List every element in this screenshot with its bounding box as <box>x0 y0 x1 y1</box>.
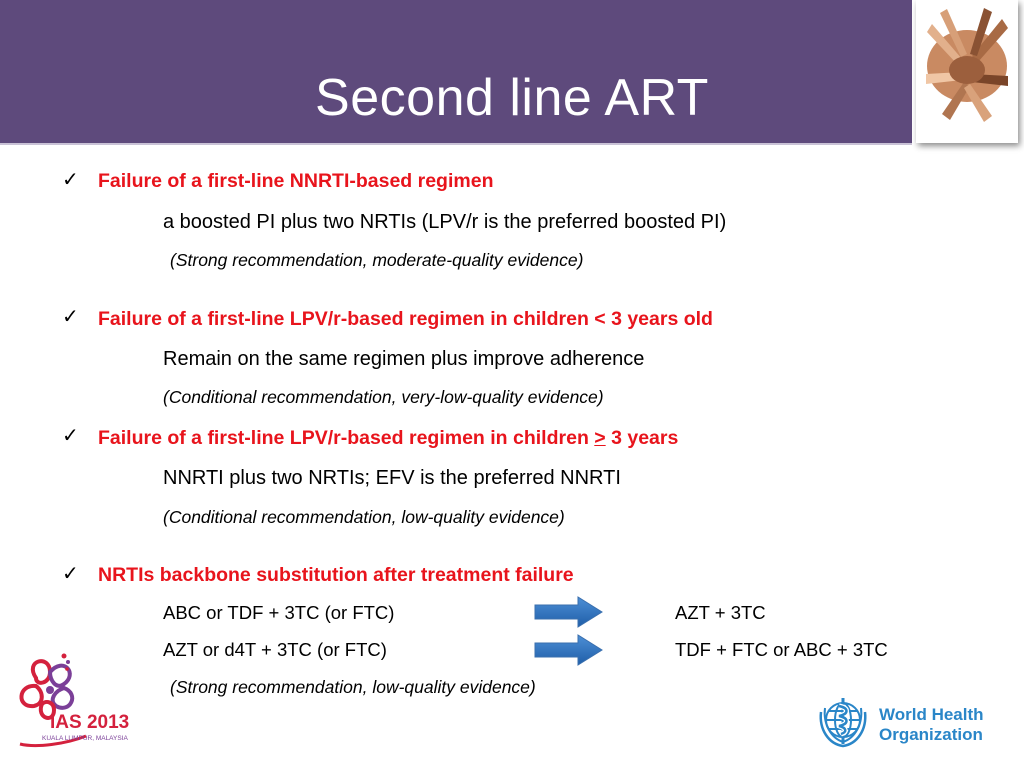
evidence-note: (Strong recommendation, moderate-quality evidence) <box>170 250 584 270</box>
evidence-note: (Strong recommendation, low-quality evidence) <box>170 677 536 697</box>
checkmark-icon: ✓ <box>62 306 79 328</box>
banner-divider <box>0 143 912 145</box>
slide-title: Second line ART <box>315 69 709 127</box>
section-heading: Failure of a first-line NNRTI-based regimen <box>98 170 494 192</box>
who-logo-line2: Organization <box>879 725 983 744</box>
section-heading: Failure of a first-line LPV/r-based regimen in children < 3 years old <box>98 308 713 330</box>
section-heading: Failure of a first-line LPV/r-based regimen in children > 3 years <box>98 427 679 449</box>
checkmark-icon: ✓ <box>62 169 79 191</box>
who-logo-line1: World Health <box>879 705 984 724</box>
checkmark-icon: ✓ <box>62 563 79 585</box>
substitution-from: AZT or d4T + 3TC (or FTC) <box>163 639 387 660</box>
substitution-from: ABC or TDF + 3TC (or FTC) <box>163 602 395 623</box>
recommendation-text: Remain on the same regimen plus improve adherence <box>163 348 645 370</box>
ias-logo-text: IAS 2013 <box>50 712 130 733</box>
substitution-to: TDF + FTC or ABC + 3TC <box>675 639 888 660</box>
section-heading: NRTIs backbone substitution after treatment failure <box>98 564 574 586</box>
right-arrow-icon <box>534 634 604 666</box>
recommendation-text: NNRTI plus two NRTIs; EFV is the preferred NNRTI <box>163 467 621 489</box>
hands-illustration-icon <box>922 4 1012 134</box>
checkmark-icon: ✓ <box>62 425 79 447</box>
ias-2013-logo <box>6 648 146 753</box>
substitution-to: AZT + 3TC <box>675 602 766 623</box>
who-logo <box>817 694 997 748</box>
ias-logo-subtitle: KUALA LUMPUR, MALAYSIA <box>42 735 128 742</box>
evidence-note: (Conditional recommendation, low-quality evidence) <box>163 507 565 527</box>
hands-photo <box>916 0 1018 143</box>
evidence-note: (Conditional recommendation, very-low-quality evidence) <box>163 387 604 407</box>
greater-equal-symbol: > <box>594 427 606 449</box>
recommendation-text: a boosted PI plus two NRTIs (LPV/r is the preferred boosted PI) <box>163 211 727 233</box>
right-arrow-icon <box>534 596 604 628</box>
